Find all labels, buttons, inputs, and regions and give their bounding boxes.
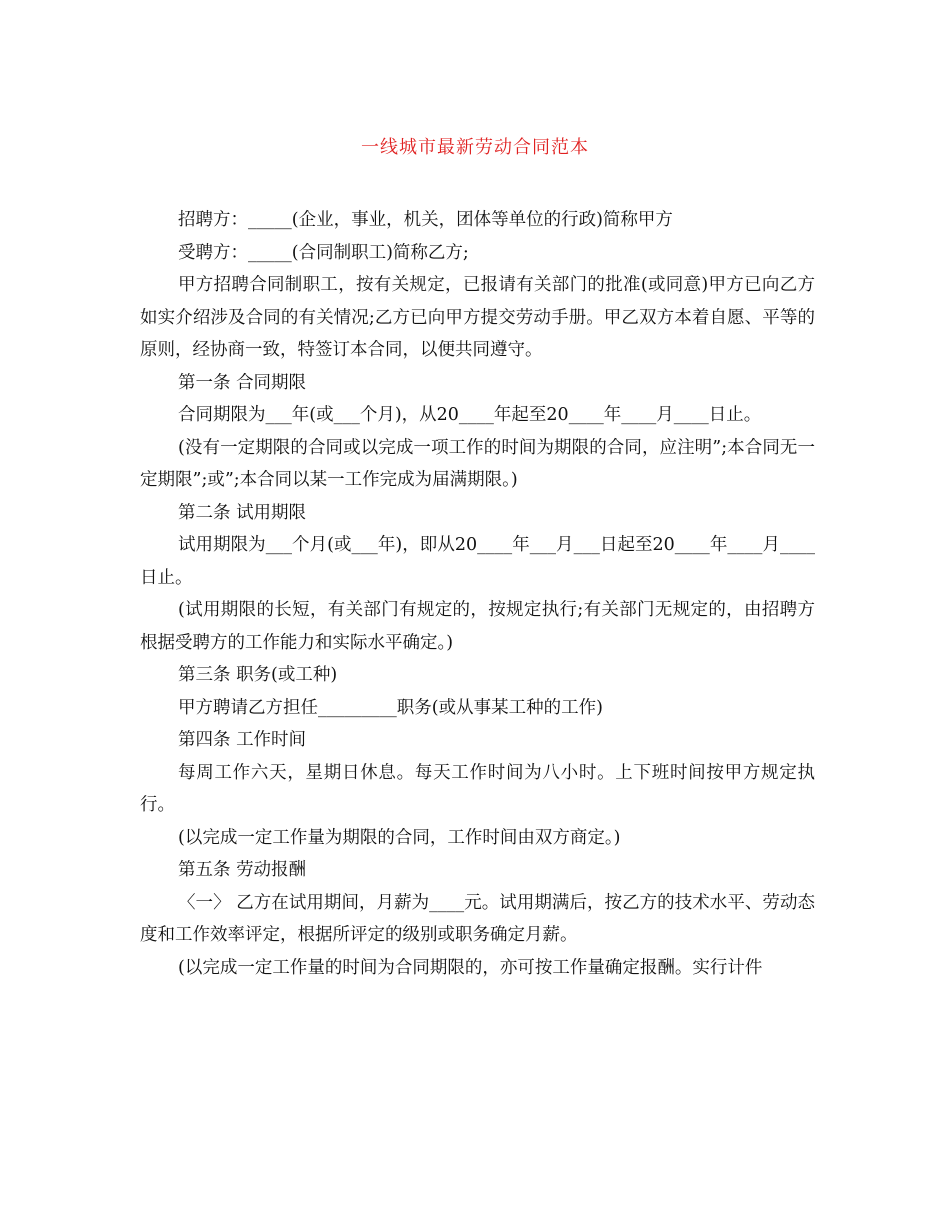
article-4-heading: 第四条 工作时间 xyxy=(178,730,307,750)
article-2-text: 试用期限为___个月(或___年)，即从20____年___月___日起至20____年____月____日止。 xyxy=(140,535,815,588)
article-5-note: (以完成一定工作量的时间为合同期限的，亦可按工作量确定报酬。实行计件 xyxy=(178,957,763,978)
article-1-note: (没有一定期限的合同或以完成一项工作的时间为期限的合同，应注明”;本合同无一定期限”;或”;本合同以某一工作完成为届满期限。) xyxy=(140,437,815,490)
document-body xyxy=(140,204,815,984)
article-5-item-1: 〈一〉 乙方在试用期间，月薪为____元。试用期满后，按乙方的技术水平、劳动态度和工作效率评定，根据所评定的级别或职务确定月薪。 xyxy=(140,892,815,945)
paragraph-preamble: 甲方招聘合同制职工，按有关规定，已报请有关部门的批准(或同意)甲方已向乙方如实介绍涉及合同的有关情况;乙方已向甲方提交劳动手册。甲乙双方本着自愿、平等的原则，经协商一致，特签订本合同，以便共同遵守。 xyxy=(140,275,815,360)
paragraph-employee: 受聘方：_____(合同制职工)简称乙方; xyxy=(178,242,469,263)
article-3-heading: 第三条 职务(或工种) xyxy=(178,665,338,685)
article-5-heading: 第五条 劳动报酬 xyxy=(178,860,307,880)
article-3-text: 甲方聘请乙方担任_________职务(或从事某工种的工作) xyxy=(178,697,603,718)
article-4-text: 每周工作六天，星期日休息。每天工作时间为八小时。上下班时间按甲方规定执行。 xyxy=(140,762,815,815)
article-1-heading: 第一条 合同期限 xyxy=(178,372,307,393)
article-1-text: 合同期限为___年(或___个月)，从20____年起至20____年____月____日止。 xyxy=(178,405,762,425)
article-2-note: (试用期限的长短，有关部门有规定的，按规定执行;有关部门无规定的，由招聘方根据受聘方的工作能力和实际水平确定。) xyxy=(140,600,815,653)
article-2-heading: 第二条 试用期限 xyxy=(178,502,307,523)
document-title: 一线城市最新劳动合同范本 xyxy=(361,137,589,158)
paragraph-employer: 招聘方：_____(企业，事业，机关，团体等单位的行政)简称甲方 xyxy=(178,210,673,230)
article-4-note: (以完成一定工作量为期限的合同，工作时间由双方商定。) xyxy=(178,827,621,848)
